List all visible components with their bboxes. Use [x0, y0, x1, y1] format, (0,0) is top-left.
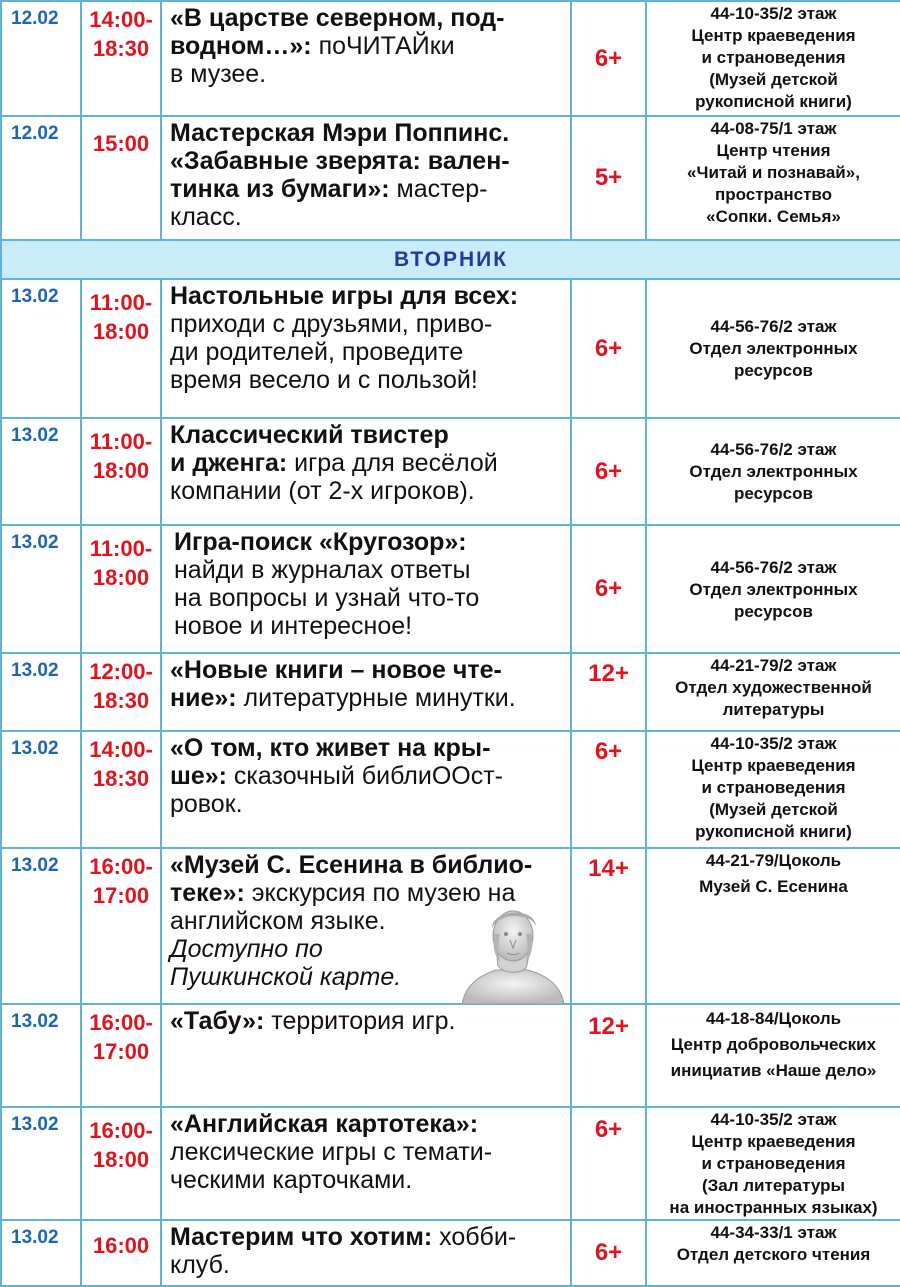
- age-rating: 12+: [571, 1004, 646, 1107]
- table-row: [1, 731, 900, 848]
- event-time: 11:00- 18:00: [81, 279, 161, 418]
- event-date: 12.02: [1, 116, 81, 240]
- event-description: Игра-поиск «Кругозор»: найди в журналах ответы на вопросы и узнай что-то новое и интересное!: [161, 525, 571, 653]
- event-description: «Музей С. Есенина в библио- теке»: экскурсия по музею на английском языке. Доступно по Пушкинской карте.: [161, 848, 571, 1004]
- event-date: 13.02: [1, 525, 81, 653]
- table-row: [1, 418, 900, 525]
- age-rating: 6+: [571, 418, 646, 525]
- age-rating: 14+: [571, 848, 646, 1004]
- event-location: 44-21-79/2 этаж Отдел художественной литературы: [646, 653, 900, 731]
- event-location: 44-56-76/2 этаж Отдел электронных ресурсов: [646, 418, 900, 525]
- event-description: Классический твистер и дженга: игра для весёлой компании (от 2-х игроков).: [161, 418, 571, 525]
- event-date: 13.02: [1, 279, 81, 418]
- table-row: [1, 1, 900, 116]
- event-date: 13.02: [1, 1107, 81, 1220]
- table-row: [1, 1004, 900, 1107]
- table-row: [1, 848, 900, 1004]
- event-location: 44-10-35/2 этаж Центр краеведения и страноведения (Музей детской рукописной книги): [646, 731, 900, 848]
- table-row: [1, 1107, 900, 1220]
- day-header: ВТОРНИК: [1, 240, 900, 279]
- event-date: 13.02: [1, 653, 81, 731]
- event-description: Мастерская Мэри Поппинс. «Забавные зверята: вален- тинка из бумаги»: мастер- класс.: [161, 116, 571, 240]
- table-row: [1, 116, 900, 240]
- event-date: 13.02: [1, 1004, 81, 1107]
- event-date: 12.02: [1, 1, 81, 116]
- event-description: «Английская картотека»: лексические игры с темати- ческими карточками.: [161, 1107, 571, 1220]
- table-row: [1, 525, 900, 653]
- event-time: 11:00- 18:00: [81, 418, 161, 525]
- pushkin-bust-image: [458, 904, 566, 1004]
- event-time: 16:00: [81, 1220, 161, 1286]
- event-time: 16:00- 17:00: [81, 848, 161, 1004]
- age-rating: 5+: [571, 116, 646, 240]
- event-location: 44-10-35/2 этаж Центр краеведения и страноведения (Зал литературы на иностранных языках): [646, 1107, 900, 1220]
- table-row: [1, 653, 900, 731]
- day-header-row: [1, 240, 900, 279]
- event-date: 13.02: [1, 731, 81, 848]
- event-time: 16:00- 18:00: [81, 1107, 161, 1220]
- event-date: 13.02: [1, 1220, 81, 1286]
- event-date: 13.02: [1, 848, 81, 1004]
- event-time: 15:00: [81, 116, 161, 240]
- event-description: «В царстве северном, под- водном…»: поЧИТАЙки в музее.: [161, 1, 571, 116]
- event-location: 44-08-75/1 этаж Центр чтения «Читай и познавай», пространство «Сопки. Семья»: [646, 116, 900, 240]
- event-time: 14:00- 18:30: [81, 1, 161, 116]
- event-time: 14:00- 18:30: [81, 731, 161, 848]
- event-location: 44-56-76/2 этаж Отдел электронных ресурсов: [646, 525, 900, 653]
- age-rating: 6+: [571, 525, 646, 653]
- event-time: 11:00- 18:00: [81, 525, 161, 653]
- age-rating: 6+: [571, 1, 646, 116]
- event-description: «Табу»: территория игр.: [161, 1004, 571, 1107]
- event-description: «О том, кто живет на кры- ше»: сказочный библиООст- ровок.: [161, 731, 571, 848]
- event-time: 12:00- 18:30: [81, 653, 161, 731]
- age-rating: 6+: [571, 1107, 646, 1220]
- event-description: «Новые книги – новое чте- ние»: литературные минутки.: [161, 653, 571, 731]
- event-date: 13.02: [1, 418, 81, 525]
- event-location: 44-21-79/Цоколь Музей С. Есенина: [646, 848, 900, 1004]
- event-location: 44-34-33/1 этаж Отдел детского чтения: [646, 1220, 900, 1286]
- event-description: Мастерим что хотим: хобби- клуб.: [161, 1220, 571, 1286]
- event-location: 44-56-76/2 этаж Отдел электронных ресурсов: [646, 279, 900, 418]
- table-row: [1, 1220, 900, 1286]
- age-rating: 6+: [571, 279, 646, 418]
- age-rating: 12+: [571, 653, 646, 731]
- event-location: 44-10-35/2 этаж Центр краеведения и страноведения (Музей детской рукописной книги): [646, 1, 900, 116]
- event-description: Настольные игры для всех: приходи с друзьями, приво- ди родителей, проведите время весело и с пользой!: [161, 279, 571, 418]
- table-row: [1, 279, 900, 418]
- age-rating: 6+: [571, 1220, 646, 1286]
- event-location: 44-18-84/Цоколь Центр добровольческих инициатив «Наше дело»: [646, 1004, 900, 1107]
- event-time: 16:00- 17:00: [81, 1004, 161, 1107]
- age-rating: 6+: [571, 731, 646, 848]
